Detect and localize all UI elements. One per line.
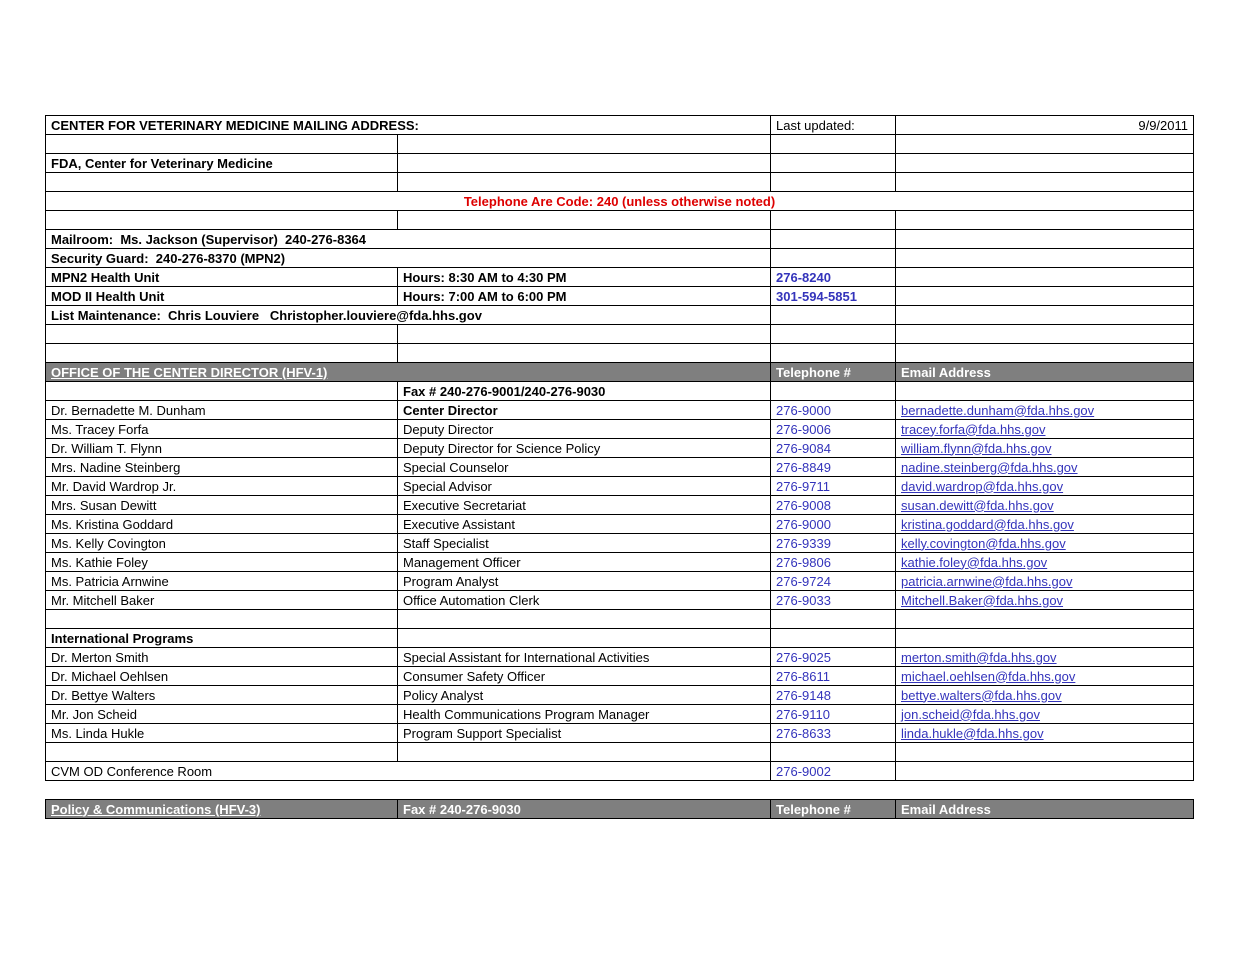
- empty-cell: [771, 135, 896, 154]
- blank-row: [46, 743, 1194, 762]
- room-phone: 276-9002: [771, 762, 896, 781]
- blank-row: [46, 325, 1194, 344]
- empty-cell: [398, 135, 771, 154]
- empty-cell: [896, 743, 1194, 762]
- blank-row: [46, 211, 1194, 230]
- person-phone: 276-9006: [771, 420, 896, 439]
- title-row: [46, 116, 1194, 135]
- empty-cell: [46, 135, 398, 154]
- person-phone: 276-8611: [771, 667, 896, 686]
- person-email[interactable]: william.flynn@fda.hhs.gov: [896, 439, 1194, 458]
- person-email[interactable]: kathie.foley@fda.hhs.gov: [896, 553, 1194, 572]
- person-phone: 276-9008: [771, 496, 896, 515]
- person-name: Dr. Bettye Walters: [46, 686, 398, 705]
- blank-row: [46, 135, 1194, 154]
- empty-cell: [771, 230, 896, 249]
- empty-cell: [896, 211, 1194, 230]
- document-sheet: [45, 115, 1194, 819]
- empty-cell: [771, 211, 896, 230]
- person-title: Management Officer: [398, 553, 771, 572]
- mailroom-info: Mailroom: Ms. Jackson (Supervisor) 240-276-8364: [46, 230, 771, 249]
- empty-cell: [771, 781, 896, 800]
- column-header-email: Email Address: [896, 800, 1194, 819]
- person-name: Ms. Patricia Arnwine: [46, 572, 398, 591]
- person-phone: 276-9110: [771, 705, 896, 724]
- person-email[interactable]: bettye.walters@fda.hhs.gov: [896, 686, 1194, 705]
- person-title: Staff Specialist: [398, 534, 771, 553]
- person-name: Mr. Mitchell Baker: [46, 591, 398, 610]
- empty-cell: [896, 781, 1194, 800]
- health-unit-hours: Hours: 8:30 AM to 4:30 PM: [398, 268, 771, 287]
- person-phone: 276-9711: [771, 477, 896, 496]
- health-unit-phone: 276-8240: [771, 268, 896, 287]
- person-name: Ms. Tracey Forfa: [46, 420, 398, 439]
- health-unit-row: [46, 268, 1194, 287]
- org-row: [46, 154, 1194, 173]
- health-unit-phone: 301-594-5851: [771, 287, 896, 306]
- person-title: Center Director: [398, 401, 771, 420]
- doc-title: CENTER FOR VETERINARY MEDICINE MAILING ADDRESS:: [46, 116, 771, 135]
- person-title: Deputy Director for Science Policy: [398, 439, 771, 458]
- last-updated-label: Last updated:: [771, 116, 896, 135]
- blank-row: [46, 610, 1194, 629]
- person-email[interactable]: merton.smith@fda.hhs.gov: [896, 648, 1194, 667]
- empty-cell: [771, 629, 896, 648]
- person-name: Mr. David Wardrop Jr.: [46, 477, 398, 496]
- person-phone: 276-9339: [771, 534, 896, 553]
- health-unit-name: MPN2 Health Unit: [46, 268, 398, 287]
- empty-cell: [398, 211, 771, 230]
- person-name: Ms. Linda Hukle: [46, 724, 398, 743]
- empty-cell: [896, 629, 1194, 648]
- person-phone: 276-9025: [771, 648, 896, 667]
- empty-cell: [896, 230, 1194, 249]
- person-name: Dr. Michael Oehlsen: [46, 667, 398, 686]
- empty-cell: [771, 382, 896, 401]
- person-row: [46, 477, 1194, 496]
- person-phone: 276-9084: [771, 439, 896, 458]
- empty-cell: [771, 344, 896, 363]
- notice-row: [46, 192, 1194, 211]
- person-name: Mrs. Susan Dewitt: [46, 496, 398, 515]
- directory-table: [45, 115, 1194, 819]
- health-unit-row: [46, 287, 1194, 306]
- empty-cell: [896, 306, 1194, 325]
- gap-row: [46, 781, 1194, 800]
- person-title: Special Advisor: [398, 477, 771, 496]
- person-title: Executive Assistant: [398, 515, 771, 534]
- empty-cell: [398, 781, 771, 800]
- person-email[interactable]: Mitchell.Baker@fda.hhs.gov: [896, 591, 1194, 610]
- org-name: FDA, Center for Veterinary Medicine: [46, 154, 398, 173]
- directory-table-body: [46, 116, 1194, 819]
- person-phone: 276-9724: [771, 572, 896, 591]
- person-name: Mrs. Nadine Steinberg: [46, 458, 398, 477]
- section-header-row: [46, 800, 1194, 819]
- person-email[interactable]: david.wardrop@fda.hhs.gov: [896, 477, 1194, 496]
- person-phone: 276-9148: [771, 686, 896, 705]
- empty-cell: [46, 743, 398, 762]
- empty-cell: [771, 249, 896, 268]
- empty-cell: [398, 154, 771, 173]
- security-row: [46, 249, 1194, 268]
- room-name: CVM OD Conference Room: [46, 762, 771, 781]
- empty-cell: [46, 211, 398, 230]
- person-phone: 276-8849: [771, 458, 896, 477]
- column-header-phone: Telephone #: [771, 800, 896, 819]
- person-name: Ms. Kelly Covington: [46, 534, 398, 553]
- person-phone: 276-8633: [771, 724, 896, 743]
- empty-cell: [398, 610, 771, 629]
- person-row: [46, 724, 1194, 743]
- empty-cell: [771, 610, 896, 629]
- mailroom-row: [46, 230, 1194, 249]
- empty-cell: [398, 325, 771, 344]
- person-row: [46, 648, 1194, 667]
- group-label: International Programs: [46, 629, 398, 648]
- list-maintenance-info: List Maintenance: Chris Louviere Christopher.louviere@fda.hhs.gov: [46, 306, 771, 325]
- empty-cell: [896, 382, 1194, 401]
- empty-cell: [896, 249, 1194, 268]
- empty-cell: [398, 629, 771, 648]
- person-row: [46, 686, 1194, 705]
- person-phone: 276-9000: [771, 401, 896, 420]
- person-title: Special Counselor: [398, 458, 771, 477]
- room-row: [46, 762, 1194, 781]
- empty-cell: [46, 781, 398, 800]
- person-email[interactable]: tracey.forfa@fda.hhs.gov: [896, 420, 1194, 439]
- fax-number: Fax # 240-276-9001/240-276-9030: [398, 382, 771, 401]
- person-row: [46, 591, 1194, 610]
- column-header-email: Email Address: [896, 363, 1194, 382]
- person-email[interactable]: michael.oehlsen@fda.hhs.gov: [896, 667, 1194, 686]
- person-email[interactable]: kelly.covington@fda.hhs.gov: [896, 534, 1194, 553]
- person-row: [46, 458, 1194, 477]
- empty-cell: [896, 610, 1194, 629]
- empty-cell: [398, 743, 771, 762]
- person-row: [46, 515, 1194, 534]
- person-phone: 276-9033: [771, 591, 896, 610]
- person-name: Dr. Merton Smith: [46, 648, 398, 667]
- fax-row: [46, 382, 1194, 401]
- empty-cell: [896, 135, 1194, 154]
- person-name: Dr. Bernadette M. Dunham: [46, 401, 398, 420]
- health-unit-hours: Hours: 7:00 AM to 6:00 PM: [398, 287, 771, 306]
- person-email[interactable]: linda.hukle@fda.hhs.gov: [896, 724, 1194, 743]
- person-title: Health Communications Program Manager: [398, 705, 771, 724]
- empty-cell: [896, 325, 1194, 344]
- empty-cell: [771, 743, 896, 762]
- person-title: Executive Secretariat: [398, 496, 771, 515]
- person-email[interactable]: susan.dewitt@fda.hhs.gov: [896, 496, 1194, 515]
- person-row: [46, 439, 1194, 458]
- person-title: Special Assistant for International Activities: [398, 648, 771, 667]
- section-title: Policy & Communications (HFV-3): [46, 800, 398, 819]
- person-row: [46, 572, 1194, 591]
- empty-cell: [46, 610, 398, 629]
- person-title: Deputy Director: [398, 420, 771, 439]
- person-row: [46, 401, 1194, 420]
- empty-cell: [896, 344, 1194, 363]
- person-phone: 276-9806: [771, 553, 896, 572]
- empty-cell: [398, 344, 771, 363]
- empty-cell: [46, 325, 398, 344]
- security-guard-info: Security Guard: 240-276-8370 (MPN2): [46, 249, 771, 268]
- area-code-notice: Telephone Are Code: 240 (unless otherwise noted): [46, 192, 1194, 211]
- person-title: Program Analyst: [398, 572, 771, 591]
- person-title: Program Support Specialist: [398, 724, 771, 743]
- empty-cell: [771, 173, 896, 192]
- empty-cell: [46, 344, 398, 363]
- health-unit-name: MOD II Health Unit: [46, 287, 398, 306]
- empty-cell: [896, 762, 1194, 781]
- empty-cell: [896, 173, 1194, 192]
- person-phone: 276-9000: [771, 515, 896, 534]
- empty-cell: [771, 325, 896, 344]
- person-row: [46, 553, 1194, 572]
- column-header-phone: Telephone #: [771, 363, 896, 382]
- person-title: Policy Analyst: [398, 686, 771, 705]
- person-row: [46, 496, 1194, 515]
- person-email[interactable]: kristina.goddard@fda.hhs.gov: [896, 515, 1194, 534]
- section-header-row: [46, 363, 1194, 382]
- empty-cell: [46, 382, 398, 401]
- person-name: Ms. Kathie Foley: [46, 553, 398, 572]
- person-row: [46, 705, 1194, 724]
- person-row: [46, 667, 1194, 686]
- person-name: Mr. Jon Scheid: [46, 705, 398, 724]
- person-email[interactable]: nadine.steinberg@fda.hhs.gov: [896, 458, 1194, 477]
- blank-row: [46, 344, 1194, 363]
- person-row: [46, 420, 1194, 439]
- empty-cell: [896, 268, 1194, 287]
- person-name: Ms. Kristina Goddard: [46, 515, 398, 534]
- last-updated-value: 9/9/2011: [896, 116, 1194, 135]
- person-row: [46, 534, 1194, 553]
- person-email[interactable]: patricia.arnwine@fda.hhs.gov: [896, 572, 1194, 591]
- person-email[interactable]: bernadette.dunham@fda.hhs.gov: [896, 401, 1194, 420]
- empty-cell: [46, 173, 398, 192]
- empty-cell: [896, 287, 1194, 306]
- group-label-row: [46, 629, 1194, 648]
- blank-row: [46, 173, 1194, 192]
- person-title: Office Automation Clerk: [398, 591, 771, 610]
- empty-cell: [398, 173, 771, 192]
- section-title: OFFICE OF THE CENTER DIRECTOR (HFV-1): [46, 363, 771, 382]
- person-name: Dr. William T. Flynn: [46, 439, 398, 458]
- empty-cell: [896, 154, 1194, 173]
- person-email[interactable]: jon.scheid@fda.hhs.gov: [896, 705, 1194, 724]
- person-title: Consumer Safety Officer: [398, 667, 771, 686]
- empty-cell: [771, 154, 896, 173]
- empty-cell: [771, 306, 896, 325]
- list-maintenance-row: [46, 306, 1194, 325]
- section-fax: Fax # 240-276-9030: [398, 800, 771, 819]
